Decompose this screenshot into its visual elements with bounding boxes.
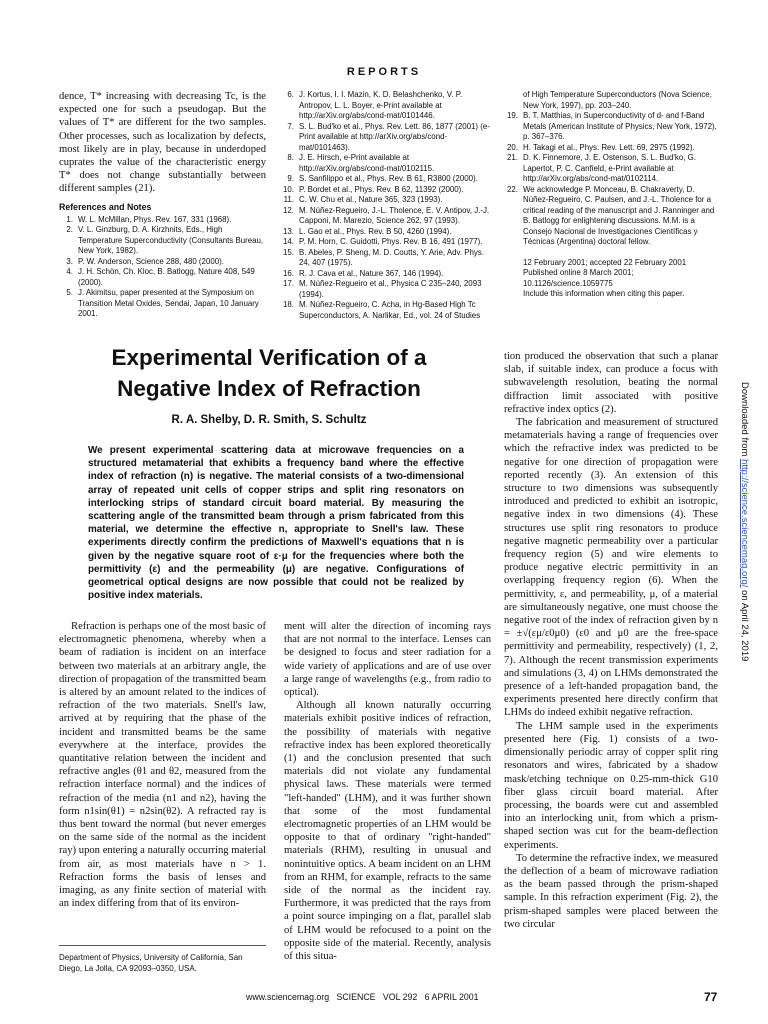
reference-item — [280, 195, 492, 206]
reference-item — [280, 269, 492, 280]
reference-number: 9. — [287, 174, 294, 183]
date-line: Published online 8 March 2001; — [523, 268, 634, 277]
reference-item — [280, 206, 492, 227]
reference-item — [280, 185, 492, 196]
reference-list-1 — [59, 215, 266, 320]
section-header: REPORTS — [346, 66, 422, 78]
download-note-suffix: on April 24, 2019 — [739, 587, 750, 662]
body-column-2 — [284, 620, 491, 963]
references-title: References and Notes — [59, 201, 152, 212]
reference-number: 6. — [287, 90, 294, 99]
submission-dates — [504, 258, 718, 300]
reference-text: H. Takagi et al., Phys. Rev. Lett. 69, 2975 (1992). — [523, 142, 695, 152]
date-line: Include this information when citing this paper. — [523, 289, 685, 298]
reference-list-3 — [504, 111, 718, 248]
reference-text: S. L. Bud'ko et al., Phys. Rev. Lett. 86, 1877 (2001) (e-Print available at http://arXiv.org/abs/cond-mat/0101463). — [299, 121, 490, 152]
reference-text: J. Kortus, I. I. Mazin, K. D. Belashchenko, V. P. Antropov, L. L. Boyer, e-Print available at http://arXiv.org/abs/cond-mat/0101446. — [299, 90, 463, 120]
reference-number: 12. — [283, 205, 294, 215]
body-paragraph: Although all known naturally occurring materials exhibit positive indices of refraction, the possibility of materials with negative refractive index has been explored theoretically (1) and the conclusion presented that such materials did not violate any fundamental physical laws. These materials were termed "left-handed" (LHM), and it was further shown that some of the most fundamental electromagnetic properties of an LHM would be opposite to that of ordinary "right-handed" materials (RHM), resulting in unusual and nonintuitive optics. A beam incident on an LHM from an RHM, for example, refracts to the same side of the normal as the incident ray. Furthermore, it was predicted that the rays from a point source impinging on a flat, parallel slab of LHM would be refocused to a point on the opposite side of the material. Recently, analysis of this situa- — [284, 700, 491, 963]
reference-item — [59, 288, 266, 320]
reference-item — [280, 227, 492, 238]
reference-item — [280, 90, 492, 122]
journal-footer: www.sciencemag.org SCIENCE VOL 292 6 APRIL 2001 — [246, 992, 479, 1002]
date-line: 12 February 2001; accepted 22 February 2001 — [523, 257, 687, 267]
reference-item — [280, 300, 492, 321]
reference-text: W. L. McMillan, Phys. Rev. 167, 331 (1968). — [78, 214, 232, 224]
download-note — [739, 382, 750, 661]
reference-item — [59, 215, 266, 226]
body-paragraph: Refraction is perhaps one of the most basic of electromagnetic phenomena, whereby when a beam of radiation is incident on an interface between two materials at an arbitrary angle, the direction of propagation of the transmitted beam is altered by an amount related to the indices of refraction of the two materials. Snell's law, arrived at by requiring that the phase of the incident and transmitted beams be the same everywhere at the interface, provides the quantitative relation between the incident and refractive angles (θ1 and θ2, measured from the refraction interface normal) and the indices of refraction of the media (n1 and n2), having the form n1sin(θ1) = n2sin(θ2). A refracted ray is thus bent toward the normal (but never emerges on the same side of the normal as the incident ray) upon entering a naturally occurring material from air, as most materials have n > 1. Refraction forms the basis of lenses and imaging, as any finite section of material with an index differing from that of its environ- — [59, 621, 266, 910]
reference-number: 20. — [507, 142, 518, 152]
reference-text: P. M. Horn, C. Guidotti, Phys. Rev. B 16, 491 (1977). — [299, 237, 483, 246]
reference-item — [280, 237, 492, 248]
reference-number: 10. — [283, 184, 294, 194]
reference-item — [280, 122, 492, 154]
reference-number: 13. — [283, 226, 294, 236]
reference-number: 14. — [283, 237, 294, 246]
reference-number: 18. — [283, 300, 294, 309]
reference-number: 8. — [287, 153, 294, 162]
reference-text: V. L. Ginzburg, D. A. Kirzhnits, Eds., High Temperature Superconductivity (Consultants Bureau, New York, 1982). — [78, 225, 264, 256]
reference-text: S. Sanfilippo et al., Phys. Rev. B 61, R3800 (2000). — [299, 174, 478, 183]
reference-number: 15. — [283, 247, 294, 257]
reference-text: L. Gao et al., Phys. Rev. B 50, 4260 (1994). — [299, 226, 452, 236]
reference-number: 19. — [507, 111, 518, 120]
reference-number: 22. — [507, 184, 518, 194]
reference-text: B. Abeles, P. Sheng, M. D. Coutts, Y. Arie, Adv. Phys. 24, 407 (1975). — [299, 247, 484, 267]
reference-number: 7. — [287, 121, 294, 131]
reference-text: R. J. Cava et al., Nature 367, 146 (1994). — [299, 268, 444, 278]
body-paragraph: tion produced the observation that such a planar slab, if suitable index, can produce a focus with subwavelength resolution, beating the normal diffraction limit associated with positive refractive index optics (2). — [504, 351, 718, 415]
reference-text: C. W. Chu et al., Nature 365, 323 (1993). — [299, 195, 443, 204]
reference-text: M. Núñez-Regueiro et al., Physica C 235–240, 2093 (1994). — [299, 279, 482, 299]
reference-text: J. H. Schön, Ch. Kloc, B. Batlogg, Nature 408, 549 (2000). — [78, 267, 255, 287]
reference-item — [280, 248, 492, 269]
reference-number: 21. — [507, 153, 518, 162]
reference-number: 17. — [283, 279, 294, 288]
body-paragraph: The fabrication and measurement of structured metamaterials having a range of frequencies over which the refractive index was predicted to be negative for one direction of propagation were reported recently (3). An extension of this structure to two dimensions was subsequently introduced and predicted to exhibit an isotropic, negative index in two dimensions (4). These structures use split ring resonators to produce negative magnetic permeability over a particular frequency region (5) and wire elements to produce negative electric permittivity in an overlapping frequency region (6). When the permittivity, ε, and permeability, μ, of a material are simultaneously negative, one must choose the negative root of the index of refraction given by n = ±√(εμ/ε0μ0) (ε0 and μ0 are the free-space permittivity and permeability, respectively) (1, 2, 7). Although the recent transmission experiments and simulations (3, 4) on LHMs demonstrated the presence of a left-handed propagation band, the experiments presented here directly confirm that LHMs do indeed exhibit negative refraction. — [504, 417, 718, 719]
reference-18-continuation: of High Temperature Superconductors (Nova Science, New York, 1997), pp. 203–240. — [523, 90, 712, 110]
body-paragraph: The LHM sample used in the experiments presented here (Fig. 1) consists of a two-dimensionally periodic array of copper split ring resonators and wires, fabricated by a shadow mask/etching technique on 0.25-mm-thick G10 fiber glass circuit board material. After processing, the boards were cut and assembled into an interlocking unit, from which a prism-shaped section was cut for the beam-deflection experiments. — [504, 720, 718, 851]
reference-item — [504, 111, 718, 143]
affiliation-rule — [59, 945, 266, 946]
reference-text: M. Núñez-Regueiro, C. Acha, in Hg-Based High Tc Superconductors, A. Narlikar, Ed., vol. 24 of Studies — [299, 300, 481, 320]
reference-number: 5. — [66, 288, 73, 298]
continuation-paragraph: dence, T* increasing with decreasing Tc, is the expected one for such a pseudogap. But the values of T* are different for the two samples. Other processes, such as localization by defects, most likely are in play, because in underdoped cuprates the value of the characteristic energy T* does not change substantially between different samples (21). — [59, 91, 266, 195]
reference-text: P. W. Anderson, Science 288, 480 (2000). — [78, 256, 224, 266]
reference-item — [59, 225, 266, 257]
reference-text: B. T. Matthias, in Superconductivity of d- and f-Band Metals (American Institute of Physics, New York, 1972), p. 367–376. — [523, 111, 717, 141]
affiliation: Department of Physics, University of California, San Diego, La Jolla, CA 92093–0350, USA. — [59, 953, 243, 973]
reference-item — [504, 153, 718, 185]
reference-text: J. E. Hirsch, e-Print available at http://arXiv.org/abs/cond-mat/0102115. — [299, 153, 435, 173]
reference-text: D. K. Finnemore, J. E. Ostenson, S. L. Bud'ko, G. Lapertot, P. C. Canfield, e-Print available at http://arXiv.org/abs/cond-mat/0102114. — [523, 153, 696, 183]
reference-item — [280, 153, 492, 174]
top-right-column — [504, 90, 718, 300]
body-paragraph: ment will alter the direction of incoming rays that are not normal to the interface. Lenses can be designed to focus and steer radiation for a wide variety of applications and are of use over a large range of wavelengths (e.g., from radio to optical). — [284, 621, 491, 699]
reference-item — [59, 267, 266, 288]
article-authors: R. A. Shelby, D. R. Smith, S. Schultz — [171, 414, 367, 426]
abstract: We present experimental scattering data at microwave frequencies on a structured metamaterial that exhibits a frequency band where the effective index of refraction (n) is negative. The material consists of a two-dimensional array of repeated unit cells of copper strips and split ring resonators on interlocking strips of standard circuit board material. By measuring the scattering angle of the transmitted beam through a prism fabricated from this material, we determine the effective n, appropriate to Snell's law. These experiments directly confirm the predictions of Maxwell's equations that n is given by the negative square root of ε·μ for the frequencies where both the permittivity (ε) and the permeability (μ) are negative. Configurations of geometrical optical designs are now possible that could not be realized by positive index materials. — [88, 445, 464, 602]
body-column-3 — [504, 350, 718, 931]
reference-number: 4. — [66, 267, 73, 277]
date-line: 10.1126/science.1059775 — [523, 278, 613, 288]
reference-number: 1. — [66, 214, 73, 224]
reference-number: 2. — [66, 225, 73, 235]
body-column-1 — [59, 620, 266, 910]
article-title — [59, 342, 479, 404]
reference-item — [504, 185, 718, 248]
reference-text: M. Núñez-Regueiro, J.-L. Tholence, E. V. Antipov, J.-J. Capponi, M. Marezio, Science 262, 97 (1993). — [299, 205, 490, 225]
download-note-prefix: Downloaded from — [739, 382, 750, 460]
reference-list-2 — [280, 90, 492, 321]
top-left-column — [59, 90, 266, 320]
reference-number: 11. — [283, 195, 294, 204]
reference-item — [59, 257, 266, 268]
page-number: 77 — [704, 990, 718, 1004]
reference-item — [280, 279, 492, 300]
download-link[interactable]: http://science.sciencemag.org/ — [739, 459, 750, 588]
reference-item — [504, 143, 718, 154]
title-line-2: Negative Index of Refraction — [117, 376, 421, 401]
reference-text: J. Akimitsu, paper presented at the Symposium on Transition Metal Oxides, Sendai, Japan, 10 January 2001. — [78, 288, 259, 319]
reference-text: We acknowledge P. Monceau, B. Chakraverty, D. Núñez-Regueiro, C. Paulsen, and J.-L. Tholence for a critical reading of the manuscript and J. Ranninger and B. Batlogg for enlightening discussions. M.M. is a Consejo Nacional de Investigaciones Científicas y Técnicas (Argentina) doctoral fellow. — [523, 184, 715, 246]
body-paragraph: To determine the refractive index, we measured the deflection of a beam of microwave radiation as the beam passed through the prism-shaped sample. In this refraction experiment (Fig. 2), the prism-shaped samples were placed between the two circular — [504, 852, 718, 930]
reference-item — [280, 174, 492, 185]
reference-text: P. Bordet et al., Phys. Rev. B 62, 11392 (2000). — [299, 184, 464, 194]
reference-number: 16. — [283, 268, 294, 278]
title-line-1: Experimental Verification of a — [111, 345, 427, 370]
reference-number: 3. — [66, 256, 73, 266]
